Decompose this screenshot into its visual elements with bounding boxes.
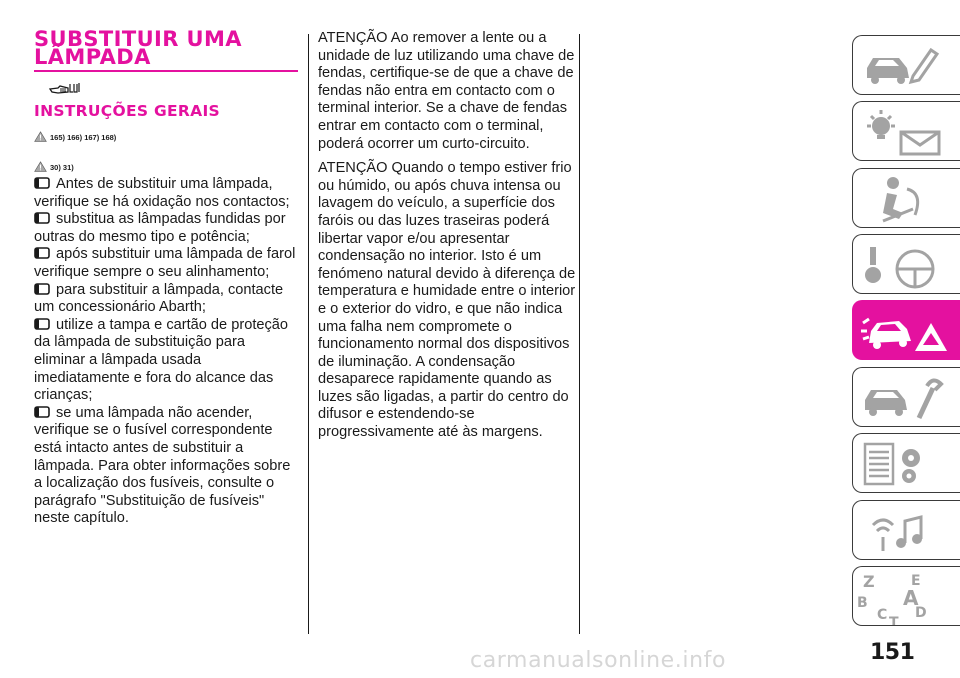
tab-multimedia[interactable] <box>852 500 960 560</box>
multimedia-icon <box>853 501 960 560</box>
index-letter: Z <box>863 572 875 591</box>
subsection-title: INSTRUÇÕES GERAIS <box>34 102 220 120</box>
hand-pointing-bulb-icon <box>48 80 82 96</box>
caution-triangle-icon <box>34 161 47 172</box>
key-steering-wheel-icon <box>853 235 960 294</box>
list-item: Antes de substituir uma lâmpada, verifique se há oxidação nos contactos; <box>34 176 290 210</box>
section-title: SUBSTITUIR UMA LÂMPADA <box>34 27 242 69</box>
caution-references-text: 30) 31) <box>50 163 74 172</box>
index-letter: E <box>911 573 921 589</box>
index-letter: T <box>889 615 899 627</box>
tab-car-info[interactable] <box>852 35 960 95</box>
attention-note: ATENÇÃO Ao remover a lente ou a unidade de luz utilizando uma chave de fendas, certifique-se de que a chave de fendas não entra em contacto com o terminal interior. Se a chave de fendas entrar em contacto com o terminal, poderá ocorrer um curto-circuito. <box>318 30 575 152</box>
bullet-box-icon <box>34 406 51 418</box>
car-breakdown-warning-icon <box>853 301 960 360</box>
tab-index[interactable] <box>852 566 960 626</box>
warning-lights-envelope-icon <box>853 102 960 161</box>
title-rule <box>34 70 298 72</box>
left-column <box>34 27 298 528</box>
chapter-tabs <box>852 0 960 678</box>
list-item: após substituir uma lâmpada de farol verifique sempre o seu alinhamento; <box>34 246 296 280</box>
car-wrench-icon <box>853 368 960 427</box>
warning-references-1 <box>34 128 298 142</box>
bullet-box-icon <box>34 318 51 330</box>
index-letter: C <box>877 607 888 623</box>
page-number: 151 <box>870 640 915 665</box>
bullet-box-icon <box>34 177 51 189</box>
column-divider <box>579 34 580 634</box>
right-column <box>318 30 576 442</box>
warning-references-2 <box>34 158 298 172</box>
tab-starting-driving[interactable] <box>852 234 960 294</box>
attention-note: ATENÇÃO Quando o tempo estiver frio ou húmido, ou após chuva intensa ou lavagem do veículo, a superfície dos faróis ou das luzes traseiras poderá libertar vapor e/ou apresentar condensação no interior. Isto é um fenómeno natural devido à diferença de temperatura e humidade entre o interior e o exterior do vidro, e que não indica uma falha nem compromete o funcionamento normal dos dispositivos de iluminação. A condensação desaparece rapidamente quando as luzes são ligadas, a partir do centro do difusor e estendendo-se progressivamente até às margens. <box>318 160 576 441</box>
watermark: carmanualsonline.info <box>470 648 727 673</box>
list-item: substitua as lâmpadas fundidas por outras do mesmo tipo e potência; <box>34 211 286 245</box>
list-item: para substituir a lâmpada, contacte um concessionário Abarth; <box>34 281 284 316</box>
list-item: se uma lâmpada não acender, verifique se o fusível correspondente está intacto antes de substituir a lâmpada. Para obter informações sobre a localização dos fusíveis, consulte o parágrafo "Substituição de fusíveis" neste capítulo. <box>34 404 291 527</box>
tab-warning-lights[interactable] <box>852 101 960 161</box>
warning-triangle-icon <box>34 131 47 142</box>
tab-technical-specs[interactable] <box>852 433 960 493</box>
index-letter: A <box>903 586 919 610</box>
car-info-icon <box>853 36 960 95</box>
alphabet-index-icon <box>853 567 960 626</box>
index-letter: B <box>857 595 868 611</box>
tab-in-an-emergency[interactable] <box>852 300 960 360</box>
tab-safety[interactable] <box>852 168 960 228</box>
seat-airbag-icon <box>853 169 960 228</box>
tab-servicing-care[interactable] <box>852 367 960 427</box>
instructions-list <box>34 176 298 528</box>
bullet-box-icon <box>34 212 51 224</box>
warning-references-text: 165) 166) 167) 168) <box>50 133 117 142</box>
index-letter: D <box>915 605 927 621</box>
column-divider <box>308 34 309 634</box>
bullet-box-icon <box>34 283 51 295</box>
list-item: utilize a tampa e cartão de proteção da lâmpada de substituição para eliminar a lâmpada usada imediatamente e fora do alcance das crianças; <box>34 316 289 404</box>
bullet-box-icon <box>34 247 51 259</box>
specs-gears-icon <box>853 434 960 493</box>
